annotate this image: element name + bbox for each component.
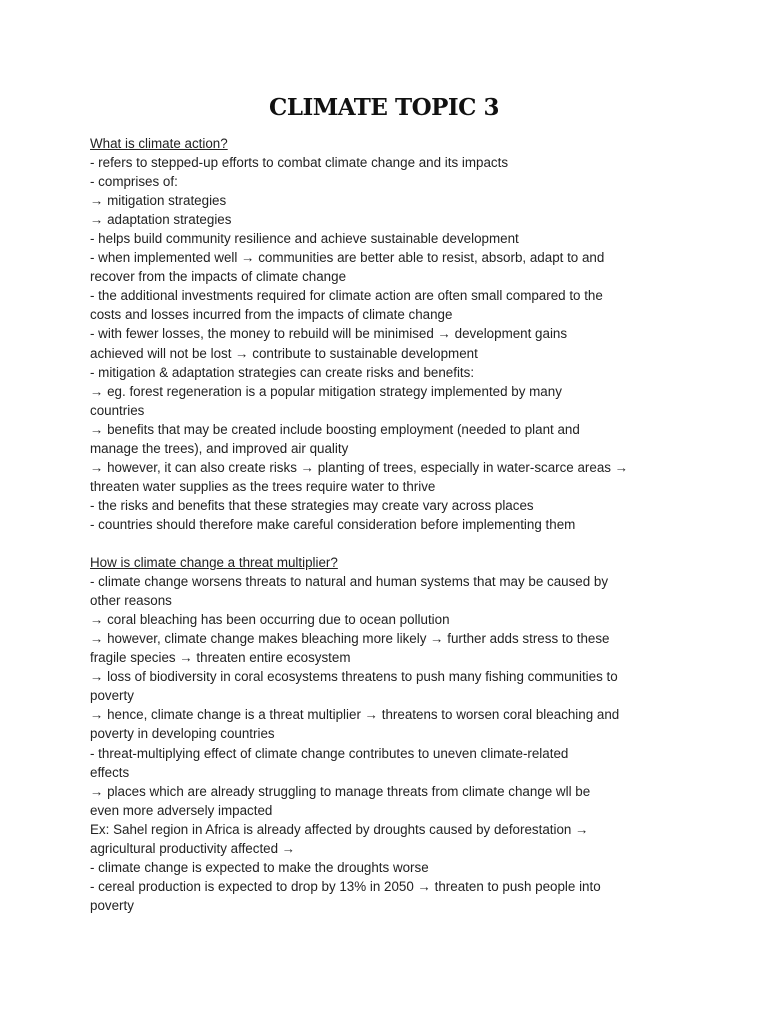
text-line: → eg. forest regeneration is a popular mitigation strategy implemented by many xyxy=(90,383,562,399)
text-line: manage the trees), and improved air quality xyxy=(90,440,349,456)
text-line: countries xyxy=(90,402,145,418)
section-climate-action xyxy=(90,134,690,534)
text-line: → places which are already struggling to manage threats from climate change wll be xyxy=(90,783,591,799)
paragraph-spacer xyxy=(90,534,690,553)
text-line: recover from the impacts of climate change xyxy=(90,269,347,285)
section-heading: How is climate change a threat multiplier? xyxy=(90,555,338,571)
document-title: CLIMATE TOPIC 3 xyxy=(269,94,499,121)
text-line: → however, it can also create risks → planting of trees, especially in water-scarce areas → xyxy=(90,459,629,475)
text-line: → coral bleaching has been occurring due to ocean pollution xyxy=(90,612,450,628)
text-line: - cereal production is expected to drop by 13% in 2050 → threaten to push people into xyxy=(90,878,601,894)
text-line: achieved will not be lost → contribute to sustainable development xyxy=(90,345,478,361)
text-line: threaten water supplies as the trees require water to thrive xyxy=(90,478,436,494)
document-body xyxy=(90,134,690,915)
text-line: - helps build community resilience and achieve sustainable development xyxy=(90,231,519,247)
text-line: → however, climate change makes bleaching more likely → further adds stress to these xyxy=(90,631,610,647)
text-line: poverty xyxy=(90,897,134,913)
text-line: - refers to stepped-up efforts to combat climate change and its impacts xyxy=(90,155,509,171)
text-line: fragile species → threaten entire ecosystem xyxy=(90,650,351,666)
text-line: - mitigation & adaptation strategies can create risks and benefits: xyxy=(90,364,475,380)
text-line: - comprises of: xyxy=(90,174,178,190)
text-line: → benefits that may be created include boosting employment (needed to plant and xyxy=(90,421,580,437)
text-line: - the risks and benefits that these strategies may create vary across places xyxy=(90,497,534,513)
text-line: - threat-multiplying effect of climate change contributes to uneven climate-related xyxy=(90,745,569,761)
text-line: - when implemented well → communities are better able to resist, absorb, adapt to and xyxy=(90,250,605,266)
text-line: → hence, climate change is a threat multiplier → threatens to worsen coral bleaching and xyxy=(90,707,620,723)
text-line: - countries should therefore make careful consideration before implementing them xyxy=(90,516,576,532)
section-threat-multiplier xyxy=(90,553,690,915)
text-line: - climate change is expected to make the droughts worse xyxy=(90,859,429,875)
text-line: → mitigation strategies xyxy=(90,193,227,209)
text-line: poverty xyxy=(90,688,134,704)
text-line: other reasons xyxy=(90,593,172,609)
text-line: → loss of biodiversity in coral ecosystems threatens to push many fishing communities to xyxy=(90,669,618,685)
text-line: → adaptation strategies xyxy=(90,212,232,228)
text-line: - the additional investments required for climate action are often small compared to the xyxy=(90,288,603,304)
section-heading: What is climate action? xyxy=(90,136,228,151)
text-line: costs and losses incurred from the impacts of climate change xyxy=(90,307,453,323)
text-line: even more adversely impacted xyxy=(90,802,273,818)
text-line: Ex: Sahel region in Africa is already affected by droughts caused by deforestation → xyxy=(90,821,589,837)
text-line: effects xyxy=(90,764,130,780)
text-line: poverty in developing countries xyxy=(90,726,275,742)
text-line: - with fewer losses, the money to rebuild will be minimised → development gains xyxy=(90,326,568,342)
text-line: agricultural productivity affected → xyxy=(90,840,296,856)
text-line: - climate change worsens threats to natural and human systems that may be caused by xyxy=(90,574,609,590)
